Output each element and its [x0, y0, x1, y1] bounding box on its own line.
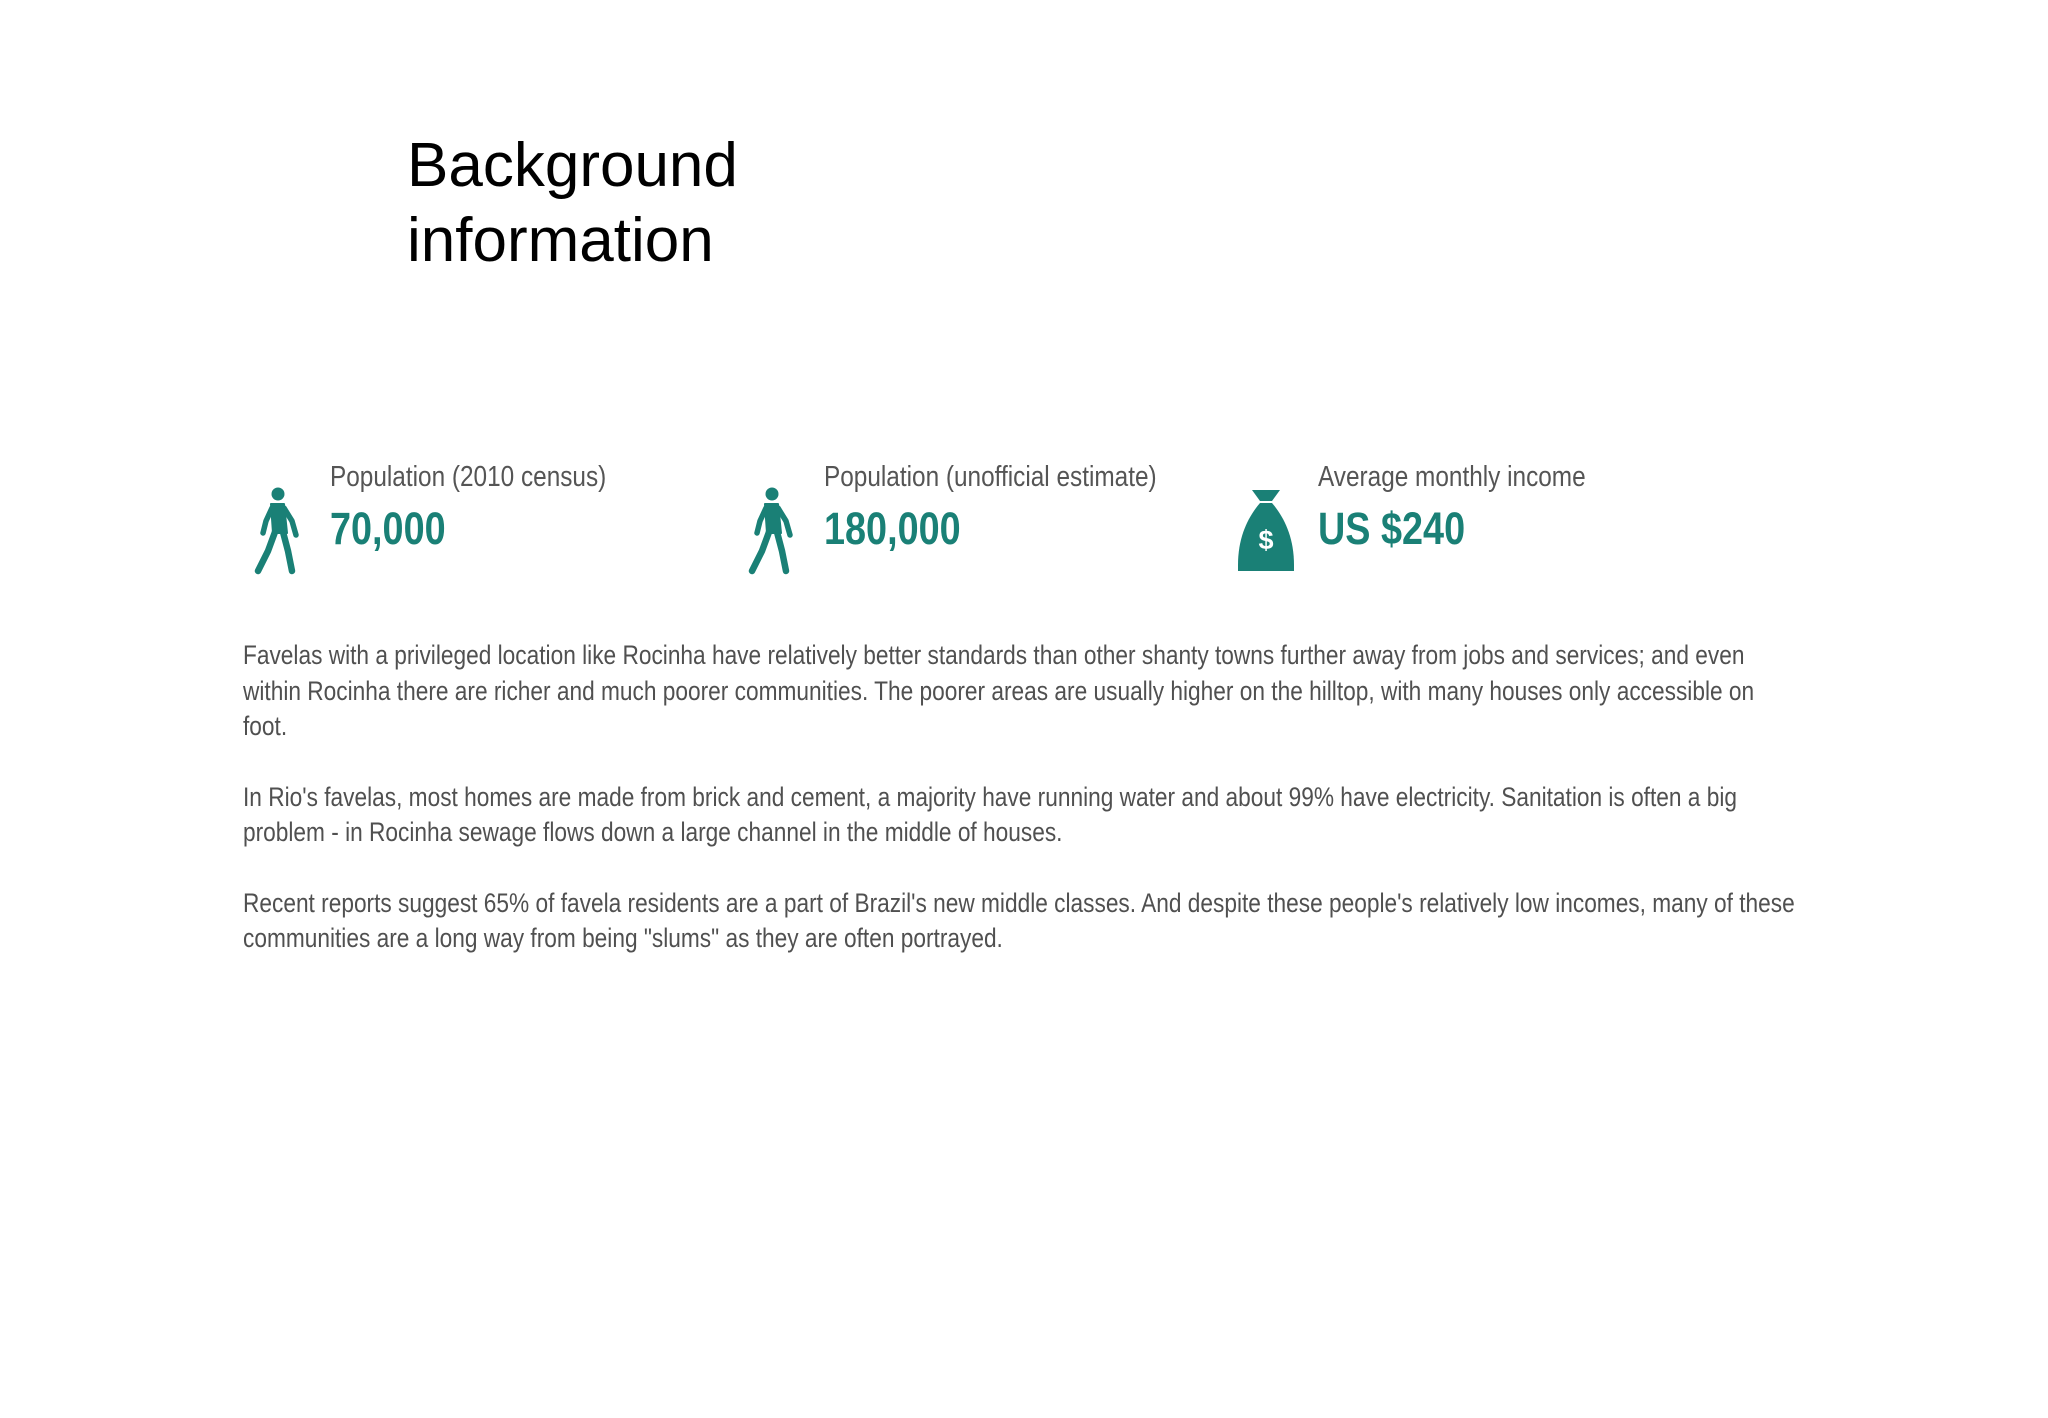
text-line: communities are a long way from being "slums" as they are often portrayed.: [243, 923, 1003, 953]
paragraph-housing: [243, 780, 1957, 851]
stat-label: Population (2010 census): [330, 461, 607, 493]
slide-title: [407, 128, 1007, 278]
stat-value: 70,000: [330, 503, 446, 554]
body-text: [243, 638, 1957, 992]
paragraph-middle-class: [243, 886, 1957, 957]
walking-person-icon: [742, 485, 802, 575]
paragraph-location: [243, 638, 1957, 745]
text-line: Favelas with a privileged location like Rocinha have relatively better standards than other shanty towns further away from jobs and services; and even: [243, 640, 1745, 670]
text-line: foot.: [243, 711, 288, 741]
stat-label: Population (unofficial estimate): [824, 461, 1157, 493]
stat-value: 180,000: [824, 503, 961, 554]
stat-value: US $240: [1318, 503, 1466, 554]
text-line: problem - in Rocinha sewage flows down a large channel in the middle of houses.: [243, 817, 1063, 847]
text-line: Recent reports suggest 65% of favela residents are a part of Brazil's new middle classes. And despite these people's relatively low incomes, many of these: [243, 887, 1795, 918]
slide-title-line-1: Background: [407, 131, 738, 200]
walking-person-icon: [248, 485, 308, 575]
stat-label: Average monthly income: [1318, 461, 1586, 493]
money-bag-icon: [1236, 485, 1296, 575]
money-bag-symbol: $: [1258, 525, 1274, 555]
text-line: In Rio's favelas, most homes are made from brick and cement, a majority have running water and about 99% have electricity. Sanitation is often a big: [243, 781, 1737, 812]
text-line: within Rocinha there are richer and much poorer communities. The poorer areas are usually higher on the hilltop, with many houses only accessible on: [243, 675, 1755, 706]
slide-title-line-2: information: [407, 206, 714, 275]
